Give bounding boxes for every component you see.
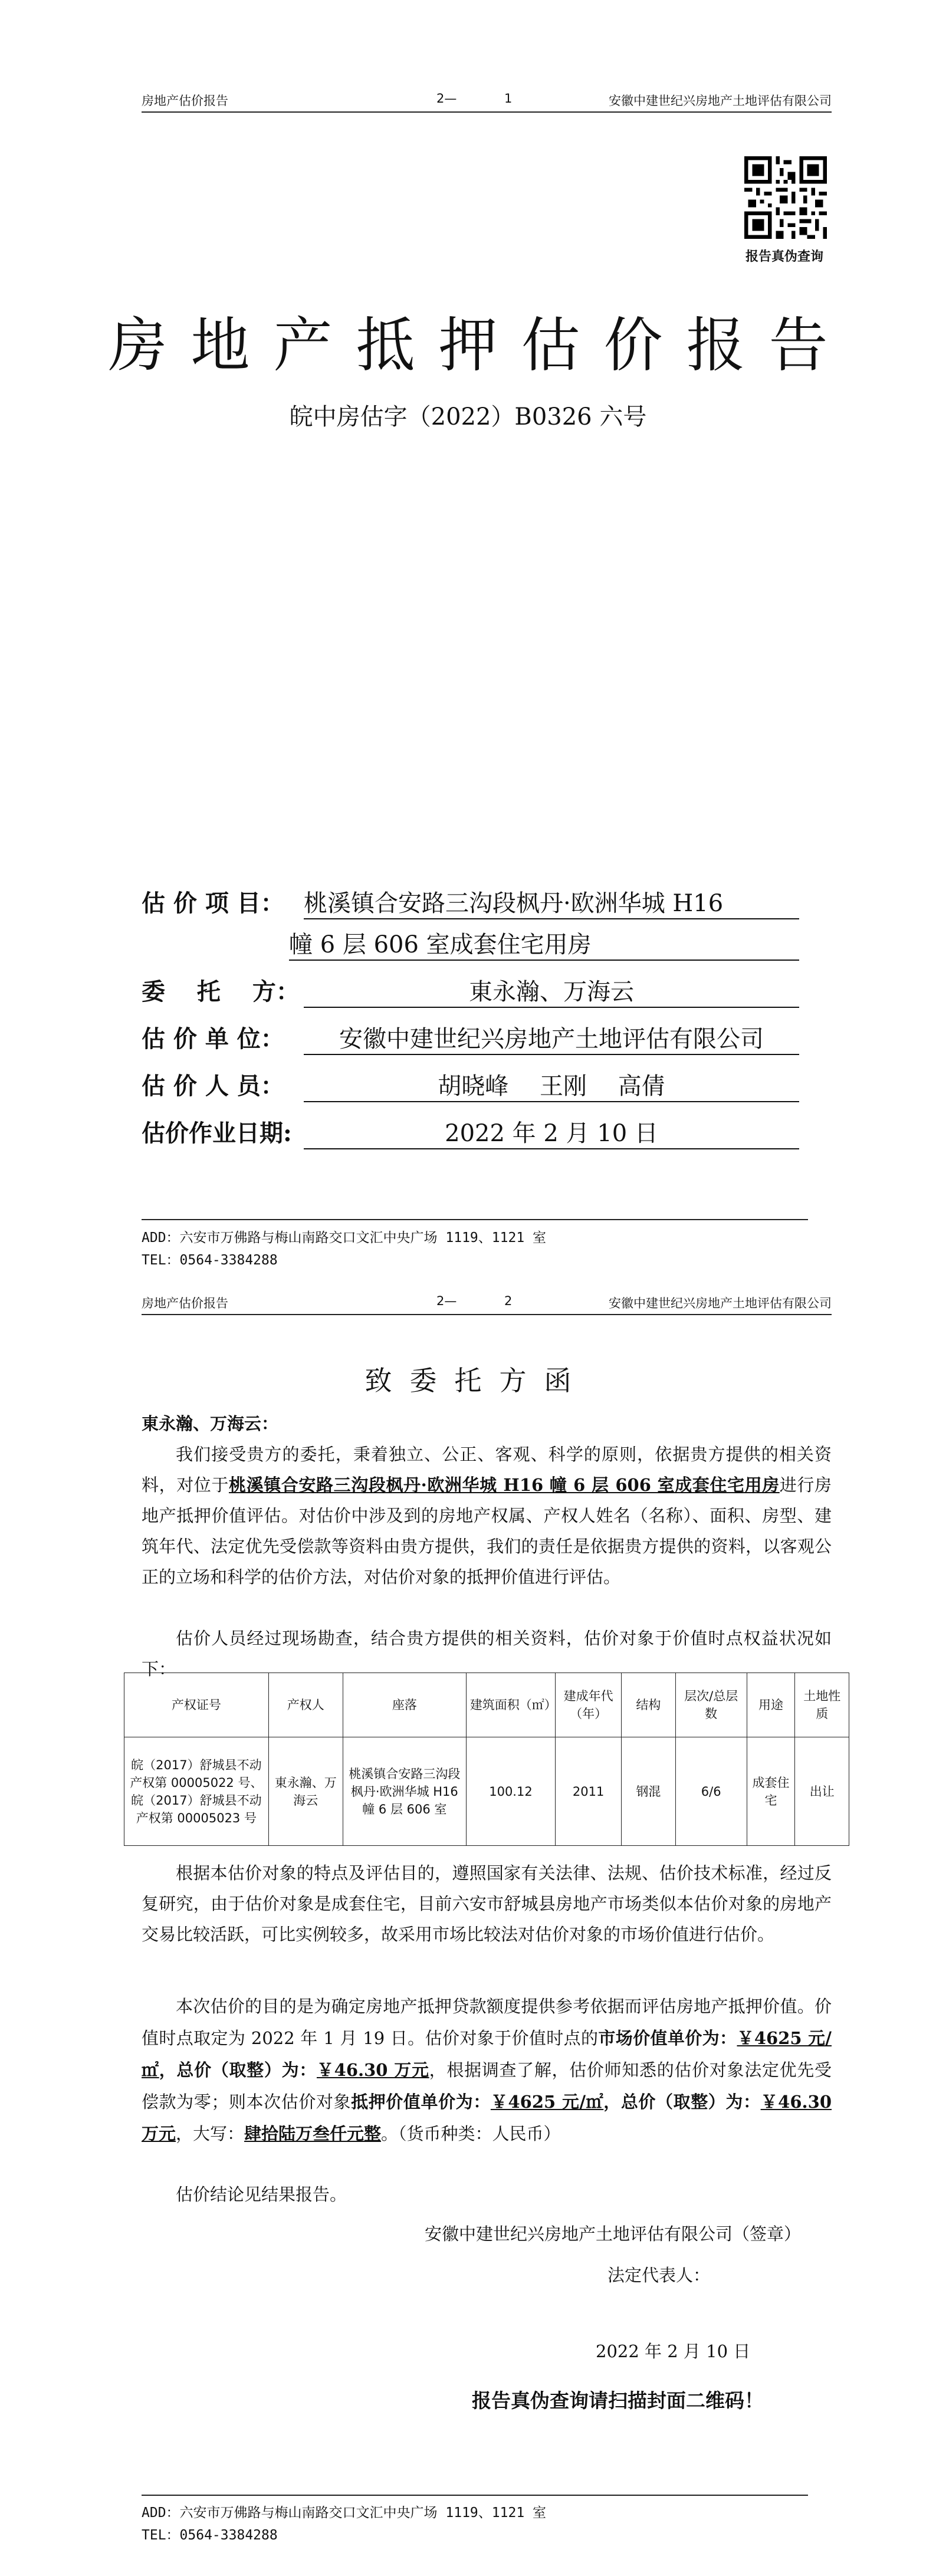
letter-paragraph-2: 估价人员经过现场勘查，结合贵方提供的相关资料，估价对象于价值时点权益状况如下： (142, 1628, 832, 1679)
p1-intro: 我们接受贵方的委托，秉着独立、公正、客观、科学的原则，依据贵方提供的相关资料，对位于 (142, 1444, 832, 1495)
td-cert-no: 皖（2017）舒城县不动产权第 00005022 号、皖（2017）舒城县不动产权第 00005023 号 (124, 1737, 269, 1846)
report-title: 房地产抵押估价报告 (108, 311, 852, 380)
header-company: 安徽中建世纪兴房地产土地评估有限公司 (609, 1296, 832, 1310)
td-owner: 東永瀚、万海云 (268, 1737, 343, 1846)
letter-paragraph-3: 根据本估价对象的特点及评估目的，遵照国家有关法律、法规、估价技术标准，经过反复研究，由于估价对象是成套住宅，目前六安市舒城县房地产市场类似本估价对象的房地产交易比较活跃，可比实例较多，故采用市场比较法对估价对象的市场价值进行估价。 (142, 1863, 832, 1944)
th-use: 用途 (747, 1673, 795, 1737)
p1-rest: 进行房地产抵押价值评估。对估价中涉及到的房地产权属、产权人姓名（名称）、面积、房型、建筑年代、法定优先受偿款等资料由贵方提供，我们的责任是依据贵方提供的资料，以客观公正的立场和科学的估价方法，对估价对象的抵押价值进行评估。 (142, 1475, 832, 1587)
td-year: 2011 (556, 1737, 622, 1846)
footer-divider (142, 1219, 808, 1220)
footer-address (142, 1227, 808, 1271)
p4-text-2: ，根据调查了解，估价师知悉的估价对象法定优先受偿款为零；则本次估价对象 (142, 2060, 832, 2112)
td-area: 100.12 (466, 1737, 555, 1846)
field-value-project-line1: 桃溪镇合安路三沟段枫丹·欧洲华城 H16 (304, 885, 799, 919)
report-number: 皖中房估字（2022）B0326 六号 (289, 403, 647, 431)
field-label-appraiser-firm: 估 价 单 位： (142, 1025, 284, 1053)
field-value-work-date: 2022 年 2 月 10 日 (304, 1115, 799, 1149)
p4-mortgage-unit-label: 抵押价值单价为： (351, 2092, 491, 2112)
p4-market-total: ￥46.30 万元 (316, 2060, 429, 2080)
p4-mortgage-unit-price: ￥4625 元/㎡ (490, 2092, 604, 2112)
qr-caption: 报告真伪查询 (745, 249, 823, 264)
p4-text-1: 本次估价的目的是为确定房地产抵押贷款额度提供参考依据而评估房地产抵押价值。价值时点取定为 2022 年 1 月 19 日。估价对象于价值时点的 (142, 1996, 832, 2048)
p4-market-total-label: ，总价（取整）为： (159, 2060, 317, 2080)
th-floor: 层次/总层数 (675, 1673, 747, 1737)
th-year: 建成年代（年） (556, 1673, 622, 1737)
letter-date: 2022 年 2 月 10 日 (596, 2341, 751, 2361)
td-land: 出让 (795, 1737, 849, 1846)
field-value-client: 東永瀚、万海云 (304, 973, 799, 1008)
header-report-name: 房地产估价报告 (142, 1296, 228, 1310)
p4-amount-in-words: 肆拾陆万叁仟元整 (244, 2124, 382, 2144)
page-header (142, 1294, 832, 1315)
header-page-number: 2 (504, 1294, 513, 1308)
field-value-project-line2: 幢 6 层 606 室成套住宅用房 (289, 926, 799, 961)
company-signature: 安徽中建世纪兴房地产土地评估有限公司（签章） (425, 2224, 802, 2244)
letter-title: 致委托方函 (364, 1365, 589, 1397)
th-area: 建筑面积（㎡） (466, 1673, 555, 1737)
td-structure: 钢混 (622, 1737, 675, 1846)
p4-text-4: 。（货币种类：人民币） (381, 2124, 561, 2144)
p4-market-unit-label: 市场价值单价为： (598, 2028, 737, 2048)
field-value-appraiser-firm: 安徽中建世纪兴房地产土地评估有限公司 (304, 1020, 799, 1055)
header-company: 安徽中建世纪兴房地产土地评估有限公司 (609, 94, 832, 108)
footer-tel: TEL：0564-3384288 (142, 1253, 278, 1268)
header-report-name: 房地产估价报告 (142, 94, 228, 108)
th-structure: 结构 (622, 1673, 675, 1737)
p4-market-unit-price: ￥4625 元/㎡ (142, 2028, 832, 2080)
footer-divider (142, 2495, 808, 2496)
header-page-prefix: 2— (436, 91, 457, 106)
footer-add: ADD：六安市万佛路与梅山南路交口文汇中央广场 1119、1121 室 (142, 2505, 547, 2521)
legal-representative: 法定代表人： (607, 2265, 711, 2285)
field-value-appraisers: 胡晓峰 王刚 高倩 (304, 1067, 799, 1102)
p4-mortgage-total-label: ，总价（取整）为： (603, 2092, 761, 2112)
field-label-appraisers: 估 价 人 员： (142, 1072, 284, 1100)
verify-note: 报告真伪查询请扫描封面二维码！ (472, 2389, 764, 2412)
p4-text-3: ，大写： (176, 2124, 245, 2144)
p1-property: 桃溪镇合安路三沟段枫丹·欧洲华城 H16 幢 6 层 606 室成套住宅用房 (229, 1475, 780, 1495)
field-label-project: 估 价 项 目： (142, 889, 284, 917)
header-page-number: 1 (504, 91, 513, 106)
page-header (142, 91, 832, 113)
field-label-client: 委 托 方： (142, 978, 300, 1006)
field-label-work-date: 估价作业日期: (142, 1119, 292, 1147)
p4-mortgage-total: ￥46.30 万元 (142, 2092, 832, 2144)
letter-salutation: 東永瀚、万海云： (142, 1414, 279, 1434)
th-location: 座落 (343, 1673, 466, 1737)
th-owner: 产权人 (268, 1673, 343, 1737)
footer-tel: TEL：0564-3384288 (142, 2528, 278, 2543)
letter-paragraph-5: 估价结论见结果报告。 (176, 2184, 347, 2204)
footer-add: ADD：六安市万佛路与梅山南路交口文汇中央广场 1119、1121 室 (142, 1230, 547, 1246)
th-cert-no: 产权证号 (124, 1673, 269, 1737)
td-floor: 6/6 (675, 1737, 747, 1846)
th-land: 土地性质 (795, 1673, 849, 1737)
footer-address (142, 2502, 808, 2547)
td-use: 成套住宅 (747, 1737, 795, 1846)
letter-paragraph-1 (142, 1439, 832, 1592)
property-table (124, 1673, 849, 1846)
td-location: 桃溪镇合安路三沟段枫丹·欧洲华城 H16 幢 6 层 606 室 (343, 1737, 466, 1846)
qr-code-icon[interactable] (744, 156, 827, 239)
letter-paragraph-4 (142, 1990, 832, 2150)
header-page-prefix: 2— (436, 1294, 457, 1308)
table-header-row (124, 1673, 849, 1737)
table-row (124, 1737, 849, 1846)
